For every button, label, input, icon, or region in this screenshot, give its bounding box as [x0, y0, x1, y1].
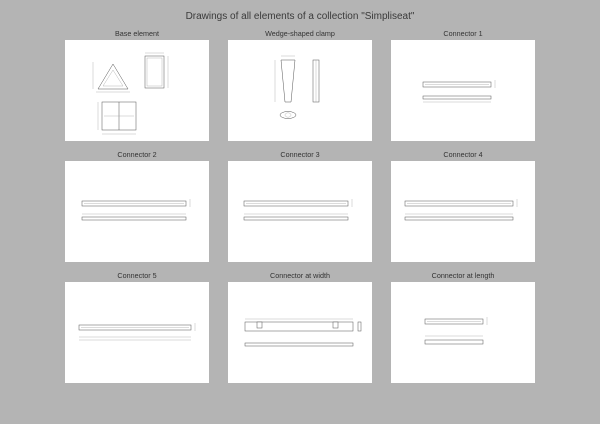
connector-2-drawing: [65, 161, 209, 262]
drawing-sheet: [228, 40, 372, 141]
drawing-label: Connector at length: [431, 271, 495, 280]
drawing-label: Connector at width: [270, 271, 330, 280]
drawing-sheet: [65, 282, 209, 383]
drawing-label: Connector 4: [443, 150, 483, 159]
drawing-label: Connector 5: [117, 271, 157, 280]
drawing-sheet: [228, 161, 372, 262]
drawing-sheet: [391, 161, 535, 262]
connector-at-length-drawing: [391, 282, 535, 383]
connector-5-drawing: [65, 282, 209, 383]
drawing-label: Connector 1: [443, 29, 483, 38]
page-title: Drawings of all elements of a collection "Simpliseat": [185, 11, 415, 22]
connector-at-width-drawing: [228, 282, 372, 383]
wedge-clamp-drawing: [228, 40, 372, 141]
connector-4-drawing: [391, 161, 535, 262]
drawing-label: Connector 2: [117, 150, 157, 159]
drawing-sheet: [65, 161, 209, 262]
drawing-sheet: [228, 282, 372, 383]
drawing-sheet: [391, 282, 535, 383]
drawing-sheet: [391, 40, 535, 141]
connector-3-drawing: [228, 161, 372, 262]
connector-1-drawing: [391, 40, 535, 141]
drawing-sheet: [65, 40, 209, 141]
base-element-drawing: [65, 40, 209, 141]
drawing-label: Base element: [115, 29, 159, 38]
drawing-label: Connector 3: [280, 150, 320, 159]
drawing-label: Wedge-shaped clamp: [265, 29, 335, 38]
